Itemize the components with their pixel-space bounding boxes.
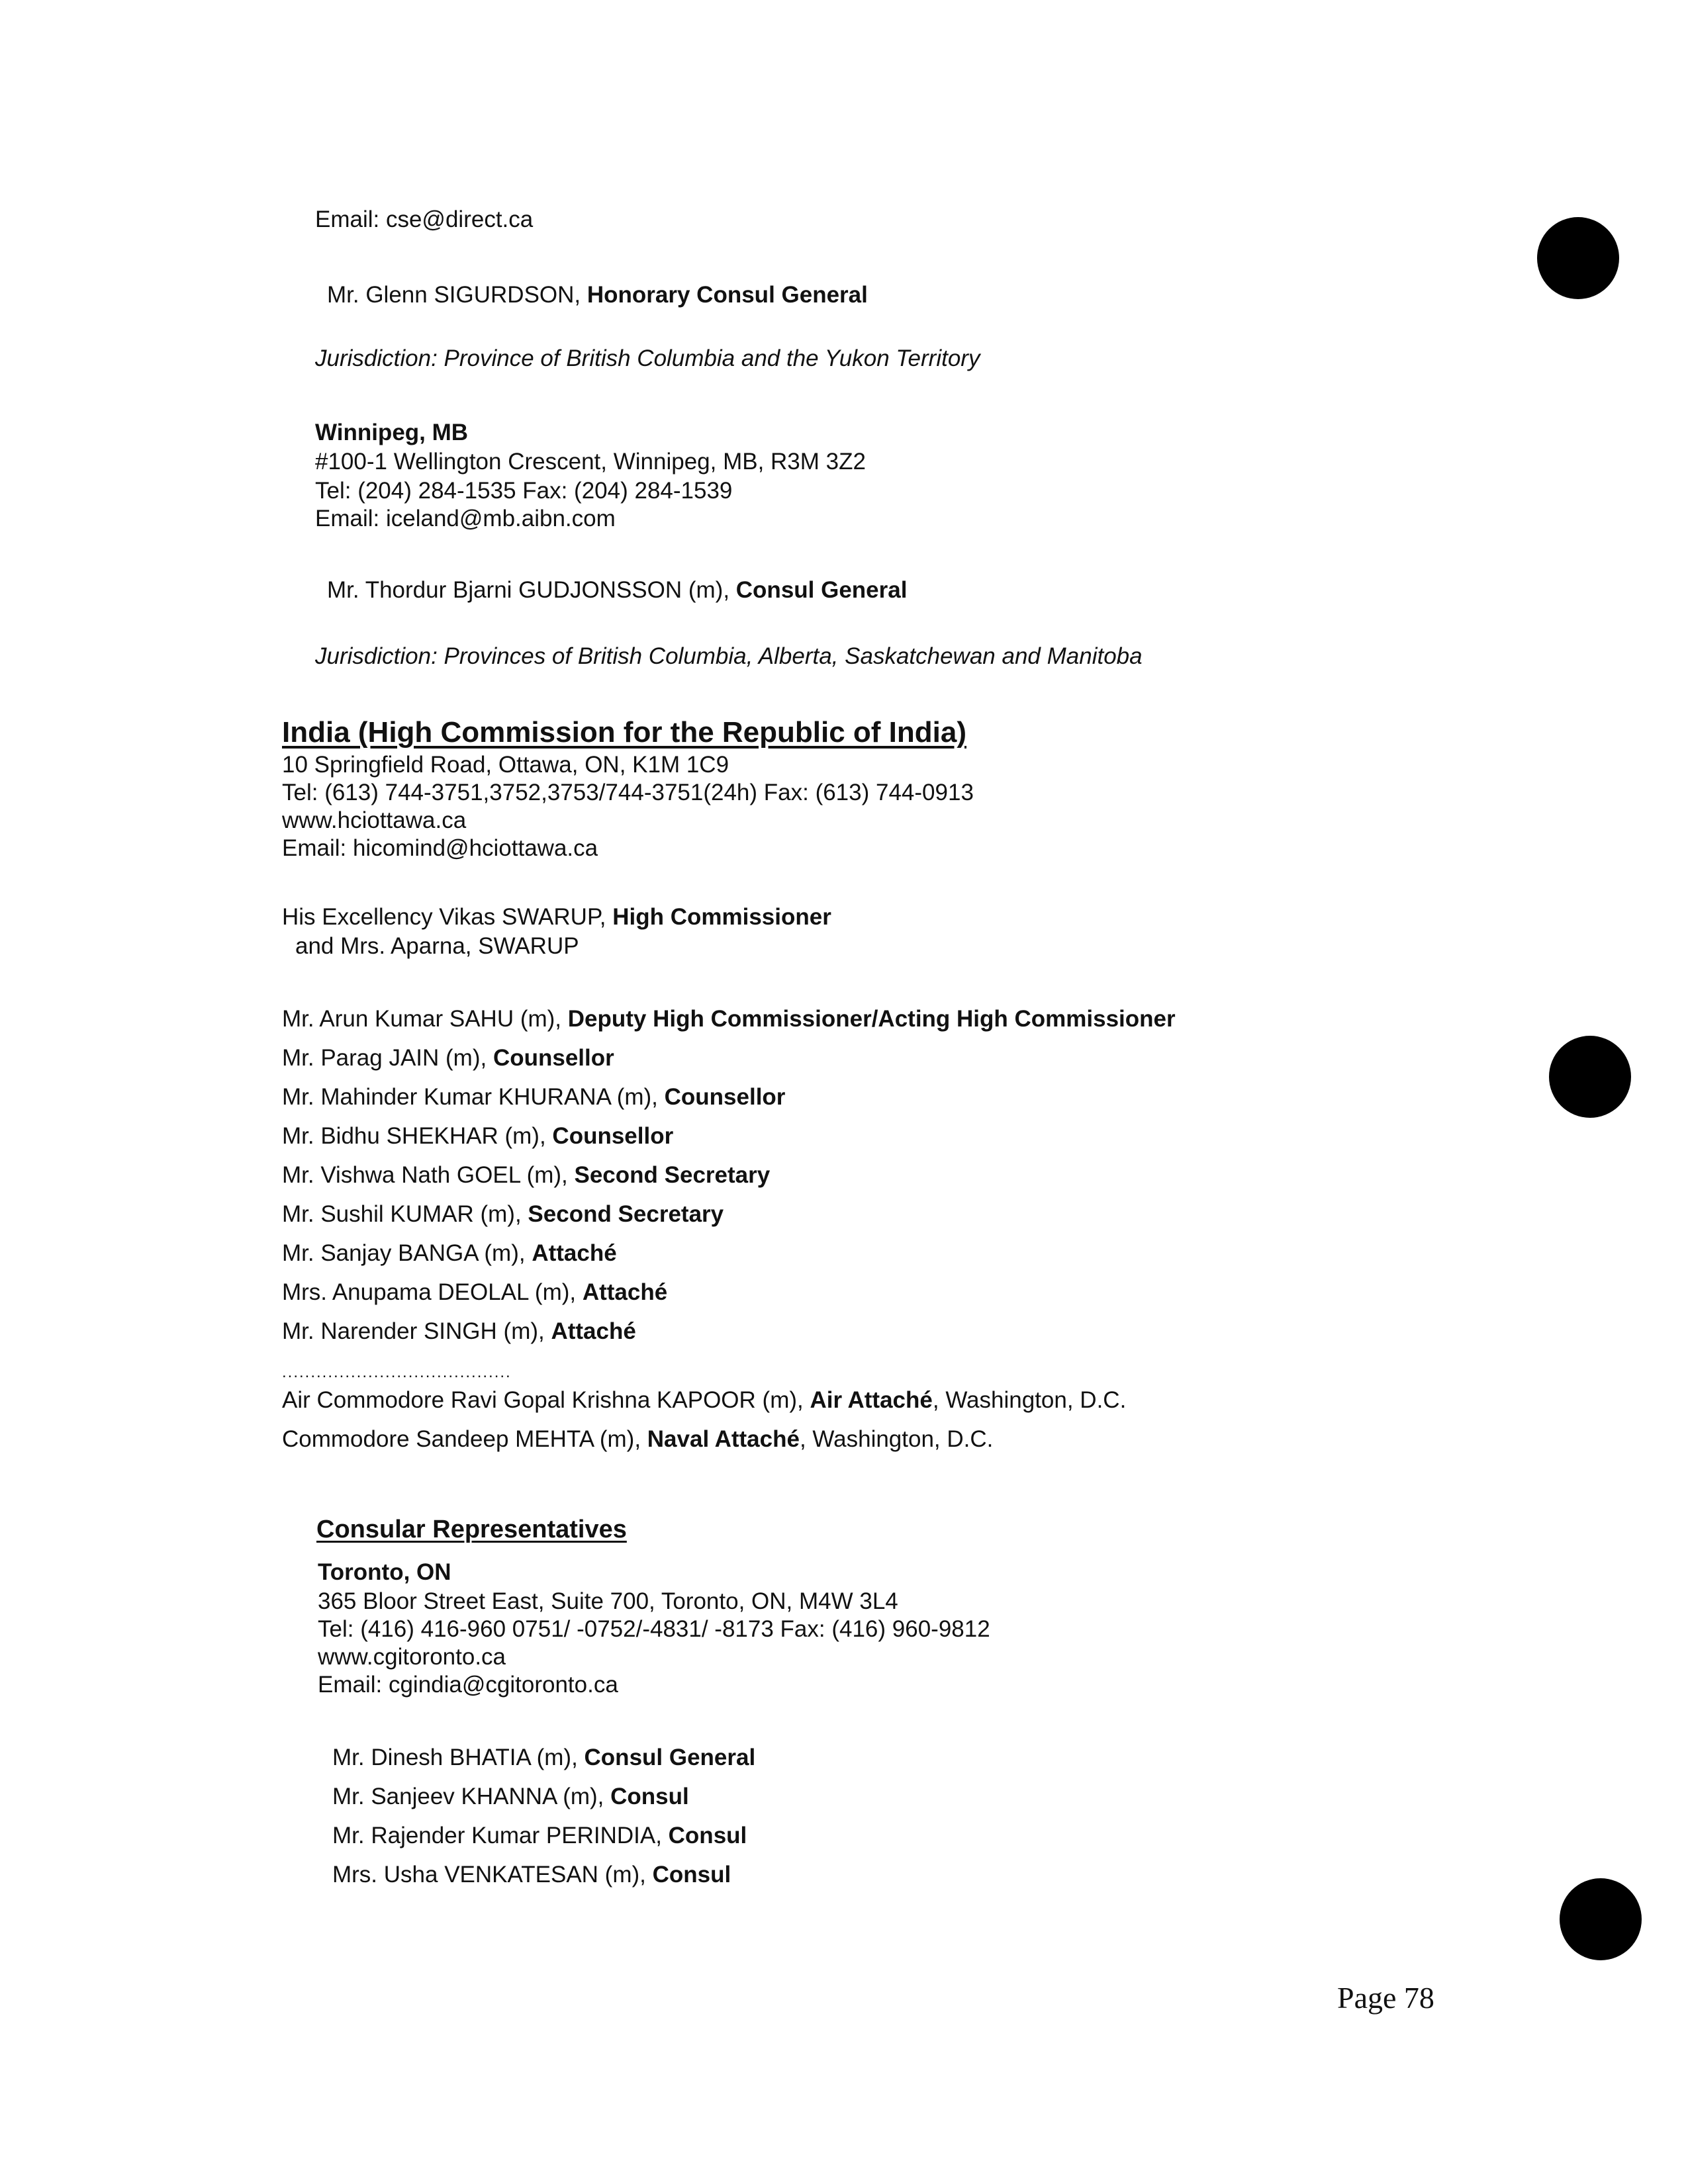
attache-list <box>282 1386 1126 1464</box>
staff-list <box>282 1005 1176 1356</box>
attache-row <box>282 1425 1126 1464</box>
email-line: Email: iceland@mb.aibn.com <box>315 506 616 531</box>
person-name: Mr. Sushil KUMAR (m), <box>282 1201 528 1227</box>
section-heading: India (High Commission for the Republic of India) <box>282 716 966 749</box>
person-line <box>327 576 907 605</box>
person-title: Deputy High Commissioner/Acting High Commissioner <box>567 1006 1176 1032</box>
person-name: Mrs. Usha VENKATESAN (m), <box>332 1862 653 1888</box>
person-name: His Excellency Vikas SWARUP, <box>282 904 613 930</box>
person-title: Second Secretary <box>528 1201 724 1227</box>
city-heading: Winnipeg, MB <box>315 420 469 445</box>
person-title: Consul <box>610 1784 689 1809</box>
punch-hole-top <box>1537 217 1619 299</box>
website-line: www.cgitoronto.ca <box>318 1644 506 1670</box>
staff-row <box>332 1782 755 1821</box>
staff-row <box>282 1278 1176 1317</box>
location-suffix: , Washington, D.C. <box>932 1387 1127 1413</box>
punch-hole-middle <box>1549 1036 1631 1118</box>
person-name: Mr. Sanjeev KHANNA (m), <box>332 1784 611 1809</box>
staff-row <box>332 1860 755 1899</box>
person-title: Attaché <box>582 1279 668 1305</box>
consular-staff-list <box>332 1743 755 1899</box>
person-name: Air Commodore Ravi Gopal Krishna KAPOOR (m), <box>282 1387 810 1413</box>
page-number: Page 78 <box>1337 1981 1434 2015</box>
person-name: Mr. Glenn SIGURDSON, <box>327 282 587 308</box>
staff-row <box>282 1161 1176 1200</box>
phone-line: Tel: (416) 416-960 0751/ -0752/-4831/ -8173 Fax: (416) 960-9812 <box>318 1616 990 1642</box>
person-title: Counsellor <box>552 1123 674 1149</box>
person-title: Honorary Consul General <box>586 282 868 308</box>
location-suffix: , Washington, D.C. <box>799 1426 994 1452</box>
dotted-separator: ........................................ <box>282 1363 512 1381</box>
jurisdiction-line: Jurisdiction: Province of British Columbia and the Yukon Territory <box>315 345 980 371</box>
head-of-mission-line <box>282 903 831 932</box>
person-title: Consul General <box>584 1745 756 1770</box>
person-line <box>327 281 868 310</box>
person-name: Mr. Bidhu SHEKHAR (m), <box>282 1123 553 1149</box>
staff-row <box>282 1317 1176 1356</box>
staff-row <box>282 1044 1176 1083</box>
staff-row <box>282 1122 1176 1161</box>
email-line: Email: cgindia@cgitoronto.ca <box>318 1672 618 1698</box>
staff-row <box>282 1083 1176 1122</box>
person-title: Naval Attaché <box>647 1426 800 1452</box>
person-title: High Commissioner <box>612 904 831 930</box>
address-line: 365 Bloor Street East, Suite 700, Toronto, ON, M4W 3L4 <box>318 1588 898 1614</box>
subsection-heading: Consular Representatives <box>316 1516 627 1543</box>
person-name: Commodore Sandeep MEHTA (m), <box>282 1426 647 1452</box>
person-title: Consul <box>652 1862 731 1888</box>
person-name: Mr. Vishwa Nath GOEL (m), <box>282 1162 575 1188</box>
person-title: Attaché <box>551 1318 636 1344</box>
spouse-line: and Mrs. Aparna, SWARUP <box>295 933 579 959</box>
jurisdiction-line: Jurisdiction: Provinces of British Columbia, Alberta, Saskatchewan and Manitoba <box>315 643 1143 669</box>
email-line: Email: cse@direct.ca <box>315 206 534 232</box>
person-name: Mr. Parag JAIN (m), <box>282 1045 493 1071</box>
address-line: #100-1 Wellington Crescent, Winnipeg, MB, R3M 3Z2 <box>315 449 866 475</box>
person-title: Air Attaché <box>810 1387 933 1413</box>
email-line: Email: hicomind@hciottawa.ca <box>282 835 598 861</box>
attache-row <box>282 1386 1126 1425</box>
person-name: Mr. Mahinder Kumar KHURANA (m), <box>282 1084 665 1110</box>
person-name: Mr. Thordur Bjarni GUDJONSSON (m), <box>327 577 736 603</box>
phone-line: Tel: (204) 284-1535 Fax: (204) 284-1539 <box>315 478 733 504</box>
city-heading: Toronto, ON <box>318 1559 451 1585</box>
person-name: Mrs. Anupama DEOLAL (m), <box>282 1279 583 1305</box>
person-name: Mr. Sanjay BANGA (m), <box>282 1240 532 1266</box>
punch-hole-bottom <box>1560 1878 1642 1960</box>
staff-row <box>332 1743 755 1782</box>
person-name: Mr. Rajender Kumar PERINDIA, <box>332 1823 669 1848</box>
person-title: Second Secretary <box>574 1162 771 1188</box>
address-line: 10 Springfield Road, Ottawa, ON, K1M 1C9 <box>282 752 729 778</box>
phone-line: Tel: (613) 744-3751,3752,3753/744-3751(24h) Fax: (613) 744-0913 <box>282 780 974 805</box>
staff-row <box>332 1821 755 1860</box>
person-title: Counsellor <box>664 1084 786 1110</box>
website-line: www.hciottawa.ca <box>282 807 467 833</box>
person-title: Counsellor <box>492 1045 614 1071</box>
person-name: Mr. Narender SINGH (m), <box>282 1318 551 1344</box>
staff-row <box>282 1200 1176 1239</box>
person-name: Mr. Arun Kumar SAHU (m), <box>282 1006 568 1032</box>
staff-row <box>282 1239 1176 1278</box>
person-title: Attaché <box>532 1240 617 1266</box>
person-name: Mr. Dinesh BHATIA (m), <box>332 1745 585 1770</box>
person-title: Consul General <box>735 577 908 603</box>
staff-row <box>282 1005 1176 1044</box>
person-title: Consul <box>668 1823 747 1848</box>
